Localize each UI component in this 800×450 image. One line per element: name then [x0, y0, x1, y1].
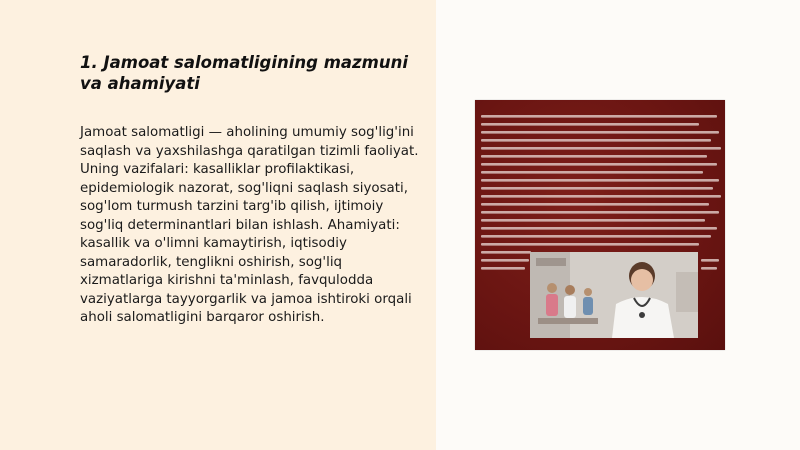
doctor-photo: [530, 252, 698, 338]
slide-body-text: Jamoat salomatligi — aholining umumiy sog'lig'ini saqlash va yaxshilashga qaratilgan tizimli faoliyat. Uning vazifalari: kasalliklar profilaktikasi, epidemiologik nazorat, sog'liqni saqlash siyosati, sog'lom turmush tarzini targ'ib qilish, ijtimoiy sog'liq determinantlari bilan ishlash. Ahamiyati: kasallik va o'limni kamaytirish, iqtisodiy samaradorlik, tenglikni oshirish, sog'liq xizmatlariga kirishni ta'minlash, favqulodda vaziyatlarga tayyorgarlik va jamoa ishtiroki orqali aholi salomatligini barqaror oshirish.: [80, 125, 419, 325]
slide-title: 1. Jamoat salomatligining mazmuni va ahamiyati: [80, 53, 408, 93]
doctor-illustration: [530, 252, 698, 338]
